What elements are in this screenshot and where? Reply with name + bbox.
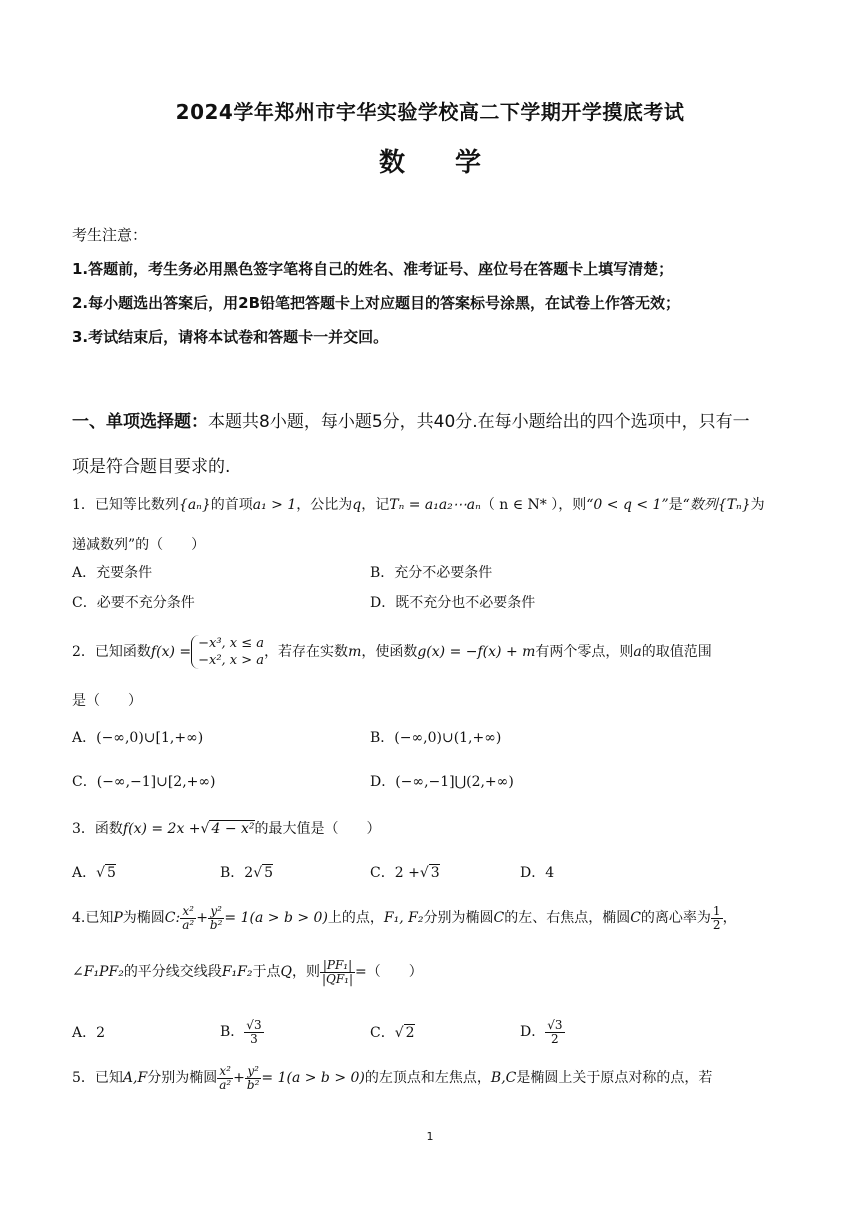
denominator: 2 [712,917,721,932]
page-number: 1 [426,1130,434,1143]
question-text: 于点 [252,964,281,980]
question-1 [72,494,792,516]
math-expr: C [630,910,641,926]
fraction [711,905,723,932]
denominator: b² [246,1077,260,1092]
coefficient: 2 + [394,865,420,881]
question-text: ，若存在实数 [264,644,349,660]
question-text: 已知 [85,910,114,926]
question-1-cont: 递减数列”的（ ） [72,537,206,553]
question-text: 为椭圆 [122,910,165,926]
denominator: a² [182,917,195,932]
question-text: 是 [668,497,683,513]
question-text: ，则 [558,497,587,513]
math-expr: F₁, F₂ [383,910,424,926]
option-d[interactable]: D．既不充分也不必要条件 [370,595,536,611]
option-c[interactable]: C．√ 2 [370,1025,415,1041]
option-a[interactable]: A．充要条件 [72,565,153,581]
math-expr: f(x) = [150,644,192,660]
question-text: 上的点， [327,910,384,926]
radicand: 5 [107,865,116,881]
question-number: 1． [72,497,95,513]
option-d[interactable]: D．4 [520,865,555,881]
question-text: 是椭圆上关于原点对称的点，若 [516,1070,713,1086]
notice-heading: 考生注意： [72,226,148,244]
question-number: 5． [72,1070,95,1086]
question-text: 为 [750,497,765,513]
option-label: A． [72,865,97,881]
math-expr: A,F [122,1070,148,1086]
fraction [320,959,355,986]
option-b[interactable] [220,1012,264,1052]
denominator: |QF₁| [321,971,354,986]
question-text: ，记 [361,497,390,513]
option-a[interactable]: A．(−∞,0)∪[1,+∞) [72,730,204,746]
option-d[interactable]: D．(−∞,−1]⋃(2,+∞) [370,774,514,790]
question-text: =（ ） [355,964,423,980]
math-expr: B,C [490,1070,517,1086]
subject-title: 数学 [378,148,531,178]
question-text: ，则 [291,964,320,980]
math-expr: Tₙ = a₁a₂⋯aₙ [389,497,481,513]
candidate-notice [72,218,680,354]
math-expr: = 1(a > b > 0) [224,910,328,926]
question-3: 3．函数f(x) = 2x +√ 4 − x²的最大值是（ ） [72,821,381,837]
question-text: 的最大值是（ ） [254,821,381,837]
notice-item: 1.答题前，考生务必用黑色签字笔将自己的姓名、准考证号、座位号在答题卡上填写清楚； [72,260,674,278]
option-a[interactable]: A．2 [72,1025,106,1041]
option-d[interactable] [520,1012,565,1052]
section-label: 一、单项选择题： [72,412,208,432]
option-a[interactable]: A．√ 5 [72,865,116,881]
case-2: −x², x > a [198,653,265,668]
option-b[interactable]: B．充分不必要条件 [370,565,493,581]
math-expr: g(x) = −f(x) + m [417,644,536,660]
math-expr: f(x) = 2x + [122,821,201,837]
option-label: B． [220,1024,245,1040]
radicand: 4 − x² [211,821,255,837]
option-label: C． [370,1025,395,1041]
math-expr: F₁F₂ [221,964,253,980]
numerator: √3 [246,1017,262,1032]
question-text: 的取值范围 [641,644,712,660]
radicand: 3 [430,865,440,881]
question-text: 的离心率为 [640,910,711,926]
numerator: 1 [712,903,721,918]
question-text: 的平分线交线段 [123,964,222,980]
fraction [208,905,225,932]
exam-title: 2024学年郑州市宇华实验学校高二下学期开学摸底考试 [175,100,685,124]
plus-sign: + [233,1070,245,1086]
coefficient: 2 [244,865,254,881]
math-expr: “数列{Tₙ} [682,497,751,513]
math-expr: a [633,644,642,660]
math-expr: m [348,644,362,660]
numerator: |PF₁| [320,959,355,973]
option-label: C． [370,865,395,881]
question-text: ，公比为 [296,497,353,513]
denominator: a² [219,1077,232,1092]
question-text: 的首项 [210,497,253,513]
question-text: 已知等比数列 [94,497,179,513]
math-expr: = 1(a > b > 0) [261,1070,365,1086]
fraction [245,1065,262,1092]
section-desc: 本题共8小题，每小题5分，共40分.在每小题给出的四个选项中，只有一 [208,412,750,432]
math-expr: “0 < q < 1” [586,497,669,513]
radicand: 2 [405,1025,415,1041]
question-text: 已知函数 [94,644,151,660]
question-number: 2． [72,644,95,660]
math-expr: P [113,910,123,926]
option-b[interactable]: B．(−∞,0)∪(1,+∞) [370,730,502,746]
numerator: y² [245,1065,262,1079]
numerator: y² [208,905,225,919]
question-text: 分别为椭圆 [147,1070,218,1086]
notice-item: 2.每小题选出答案后，用2B铅笔把答题卡上对应题目的答案标号涂黑，在试卷上作答无效； [72,294,681,312]
question-text: ，使函数 [361,644,418,660]
case-1: −x³, x ≤ a [198,636,265,651]
question-text: 分别为椭圆 [423,910,494,926]
numerator: x² [217,1065,233,1079]
notice-item: 3.考试结束后，请将本试卷和答题卡一并交回。 [72,328,389,346]
option-c[interactable]: C．必要不充分条件 [72,595,195,611]
section-desc-cont: 项是符合题目要求的. [72,457,231,477]
math-expr: Q [280,964,292,980]
numerator: √3 [547,1017,563,1032]
fraction [244,1019,263,1046]
math-expr: {aₙ} [178,497,211,513]
math-expr: ∠F₁PF₂ [72,964,124,980]
denominator: 2 [551,1031,559,1046]
radicand: 5 [264,865,274,881]
question-text: 的左、右焦点，椭圆 [504,910,631,926]
plus-sign: + [196,910,208,926]
math-expr: q [352,497,362,513]
numerator: x² [180,905,196,919]
question-4-cont [72,952,792,992]
math-expr: a₁ > 1 [252,497,297,513]
question-text: 有两个零点，则 [535,644,634,660]
question-5 [72,1058,792,1098]
question-text: 的左顶点和左焦点， [364,1070,491,1086]
question-2-cont: 是（ ） [72,693,142,709]
fraction [545,1019,564,1046]
fraction [217,1065,233,1092]
question-text: 函数 [94,821,123,837]
option-label: D． [520,1024,546,1040]
option-b[interactable]: B．2√ 5 [220,865,274,881]
question-text: ， [722,910,737,926]
option-label: B． [220,865,245,881]
question-number: 4. [72,910,86,926]
question-text: 已知 [94,1070,123,1086]
section-heading [72,400,792,490]
denominator: b² [209,917,223,932]
math-expr: C [493,910,505,926]
piecewise-function [191,635,264,669]
fraction [180,905,196,932]
option-c[interactable]: C．(−∞,−1]∪[2,+∞) [72,774,216,790]
option-c[interactable]: C．2 +√ 3 [370,865,440,881]
math-expr: （ n ∈ N* ） [480,497,559,513]
denominator: 3 [250,1031,258,1046]
question-4 [72,898,792,938]
question-2 [72,634,792,670]
question-number: 3． [72,821,95,837]
math-expr: C: [164,910,181,926]
